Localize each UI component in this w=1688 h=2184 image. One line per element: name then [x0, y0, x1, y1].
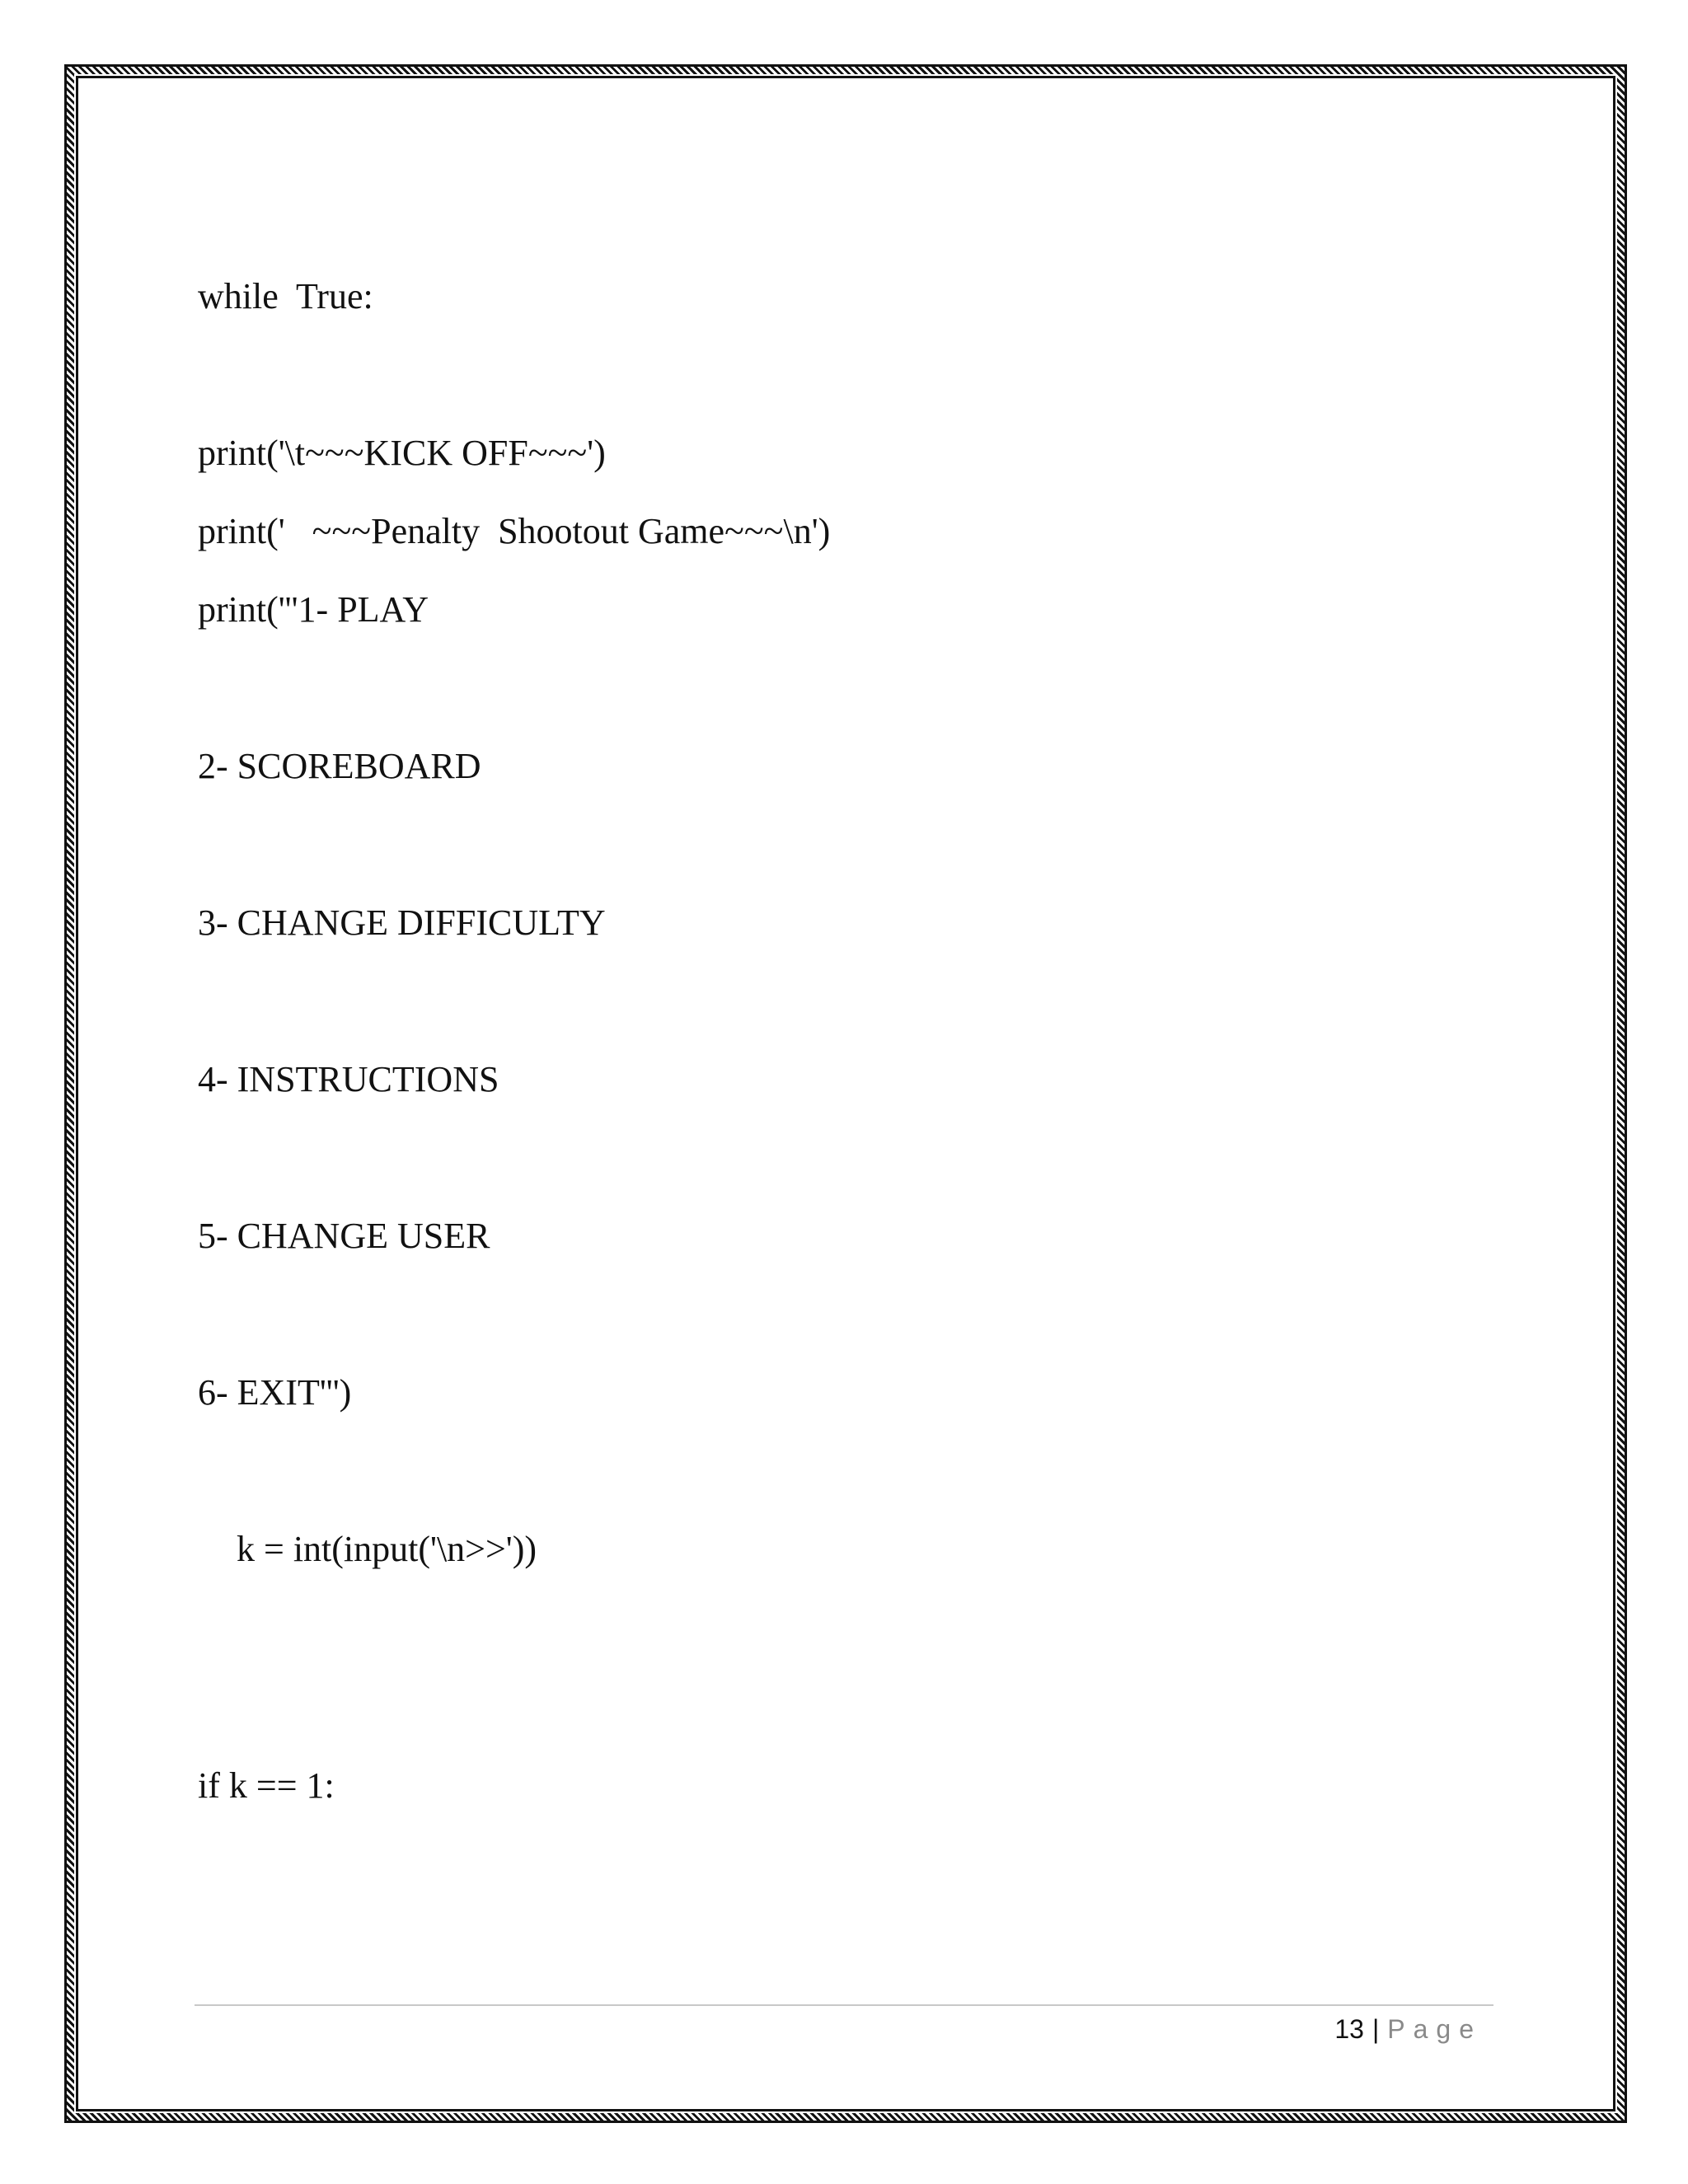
code-line-menu-difficulty: 3- CHANGE DIFFICULTY: [198, 902, 606, 943]
footer-rule: [195, 2004, 1493, 2006]
code-line-menu-play: print('''1- PLAY: [198, 589, 429, 630]
code-line-menu-instructions: 4- INSTRUCTIONS: [198, 1059, 499, 1099]
code-line-print-kickoff: print('\t~~~KICK OFF~~~'): [198, 433, 606, 473]
code-line-input: k = int(input('\n>>')): [237, 1529, 537, 1569]
code-line-print-title: print(' ~~~Penalty Shootout Game~~~\n'): [198, 511, 831, 551]
page-label: Page: [1387, 2014, 1482, 2044]
page-footer: [1334, 2014, 1482, 2045]
code-line-menu-exit: 6- EXIT'''): [198, 1372, 352, 1413]
code-line-menu-scoreboard: 2- SCOREBOARD: [198, 746, 481, 786]
code-line-menu-change-user: 5- CHANGE USER: [198, 1216, 490, 1256]
footer-separator: |: [1372, 2014, 1380, 2044]
code-line-while: while True:: [198, 276, 373, 316]
code-line-if: if k == 1:: [198, 1765, 335, 1806]
page-number: 13: [1334, 2014, 1364, 2044]
